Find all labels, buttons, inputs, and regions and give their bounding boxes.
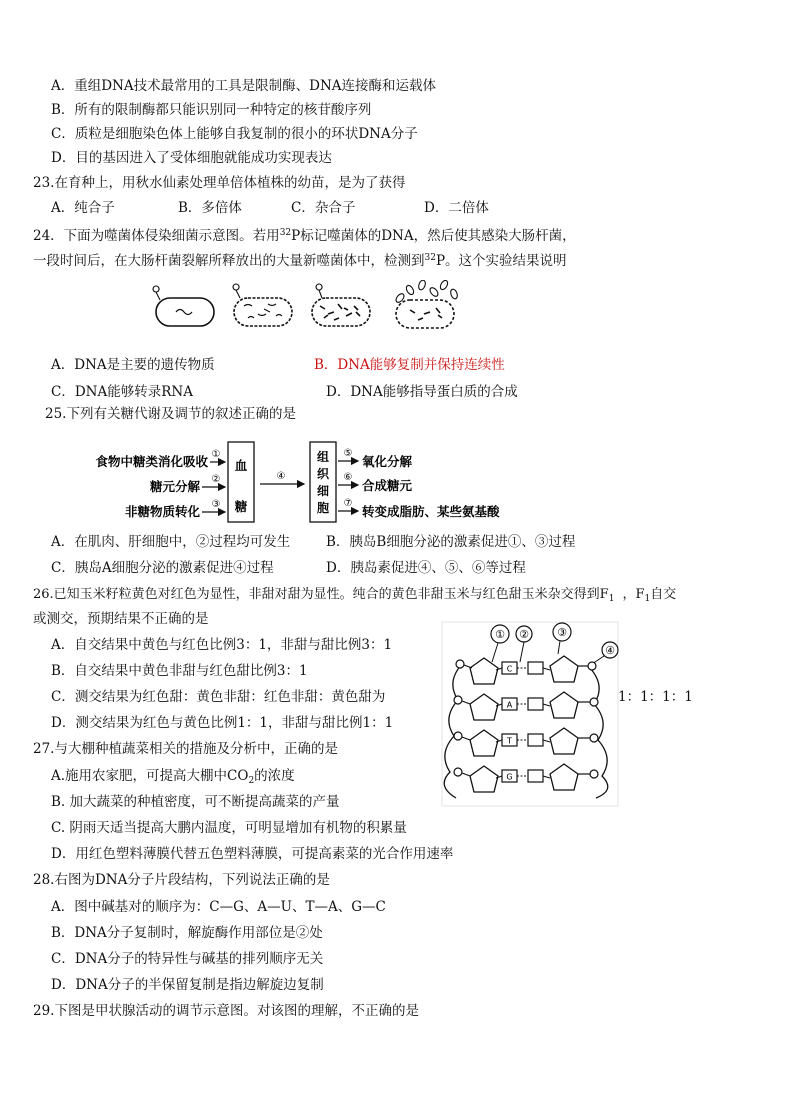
output-conversion: 转变成脂肪、某些氨基酸 xyxy=(362,504,500,519)
q25-option-c: C．胰岛A细胞分泌的激素促进④过程 xyxy=(51,560,274,576)
callout-2: ② xyxy=(519,628,529,641)
output-glycogenesis: 合成糖元 xyxy=(362,478,413,493)
tissue-char-1: 组 xyxy=(316,450,330,464)
base-2: A xyxy=(506,700,513,710)
base-4: G xyxy=(506,772,513,782)
q27-option-d: D．用红色塑料薄膜代替五色塑料薄膜，可提高素菜的光合作用速率 xyxy=(51,846,454,862)
base-3: T xyxy=(507,736,512,746)
q23-option-a: A．纯合子 xyxy=(51,200,115,216)
q22-option-c: C．质粒是细胞染色体上能够自我复制的很小的环状DNA分子 xyxy=(51,126,418,142)
q23-option-b: B．多倍体 xyxy=(178,200,242,216)
q23-stem: 23.在育种上，用秋水仙素处理单倍体植株的幼苗，是为了获得 xyxy=(33,175,406,191)
q24-option-d: D．DNA能够指导蛋白质的合成 xyxy=(326,384,518,400)
source-digestion: 食物中糖类消化吸收 xyxy=(95,454,208,469)
base-1: C xyxy=(506,664,513,674)
q26-option-c-ratio: 1：1：1：1 xyxy=(618,689,693,705)
q28-option-b: B．DNA分子复制时，解旋酶作用部位是②处 xyxy=(51,925,323,941)
phage-infection-diagram xyxy=(148,280,468,336)
q26-option-b: B．自交结果中黄色非甜与红色甜比例3：1 xyxy=(51,663,308,679)
label-4: ④ xyxy=(276,471,286,482)
q24-option-b-highlighted: B．DNA能够复制并保持连续性 xyxy=(314,357,505,373)
label-1: ① xyxy=(211,449,221,460)
q26-option-d: D．测交结果为红色与黄色比例1：1，非甜与甜比例1：1 xyxy=(51,715,394,731)
source-gluconeogenesis: 非糖物质转化 xyxy=(124,504,200,519)
tissue-char-4: 胞 xyxy=(316,501,330,515)
q26-option-c: C．测交结果为红色甜：黄色非甜：红色非甜：黄色甜为 xyxy=(51,689,386,705)
q25-option-d: D．胰岛素促进④、⑤、⑥等过程 xyxy=(326,560,526,576)
q25-option-b: B．胰岛B细胞分泌的激素促进①、③过程 xyxy=(326,534,576,550)
q29-stem: 29.下图是甲状腺活动的调节示意图。对该图的理解，不正确的是 xyxy=(33,1003,419,1019)
q24-option-c: C．DNA能够转录RNA xyxy=(51,384,193,400)
label-6: ⑥ xyxy=(343,472,353,483)
q22-option-d: D．目的基因进入了受体细胞就能成功实现表达 xyxy=(51,150,332,166)
callout-1: ① xyxy=(495,628,505,641)
q22-option-a: A．重组DNA技术最常用的工具是限制酶、DNA连接酶和运载体 xyxy=(51,78,437,94)
q28-option-c: C．DNA分子的特异性与碱基的排列顺序无关 xyxy=(51,951,324,967)
q28-option-d: D．DNA分子的半保留复制是指边解旋边复制 xyxy=(51,977,324,993)
q27-option-b: B. 加大蔬菜的种植密度，可不断提高蔬菜的产量 xyxy=(51,794,340,810)
q26-stem-line2: 或测交，预期结果不正确的是 xyxy=(33,611,209,627)
q24-stem-line1: 24．下面为噬菌体侵染细菌示意图。若用$^{32}$P标记噬菌体的DNA，然后使其感染大肠杆菌， xyxy=(33,228,576,244)
bacterium-stage-1 xyxy=(153,286,214,326)
q28-stem: 28.右图为DNA分子片段结构，下列说法正确的是 xyxy=(33,872,330,888)
source-glycogenolysis: 糖元分解 xyxy=(149,479,200,494)
q27-option-c: C. 阴雨天适当提高大鹏内温度，可明显增加有机物的积累量 xyxy=(51,820,407,836)
blood-char-1: 血 xyxy=(234,458,248,473)
output-oxidation: 氧化分解 xyxy=(362,454,413,469)
q27-stem: 27.与大棚种植蔬菜相关的措施及分析中，正确的是 xyxy=(33,741,338,757)
q22-option-b: B．所有的限制酶都只能识别同一种特定的核苷酸序列 xyxy=(51,102,372,118)
q24-stem-line2: 一段时间后，在大肠杆菌裂解所释放出的大量新噬菌体中，检测到$^{32}$P。这个实验结果说明 xyxy=(33,253,567,269)
q26-stem-line1: 26.已知玉米籽粒黄色对红色为显性，非甜对甜为显性。纯合的黄色非甜玉米与红色甜玉米杂交得到$F_1$ ，$F_1$自交 xyxy=(33,587,677,604)
tissue-char-2: 织 xyxy=(316,467,330,481)
glucose-metabolism-diagram xyxy=(60,437,530,527)
q23-option-c: C．杂合子 xyxy=(291,200,356,216)
bacterium-stage-2 xyxy=(233,284,292,326)
label-3: ③ xyxy=(211,499,221,510)
callout-4: ④ xyxy=(605,644,615,657)
label-2: ② xyxy=(211,474,221,485)
bacterium-stage-4-lysis xyxy=(394,280,458,328)
q27-option-a: A.施用农家肥，可提高大棚中$CO_2$的浓度 xyxy=(51,768,295,786)
bacterium-stage-3 xyxy=(312,284,370,326)
dna-structure-diagram xyxy=(440,620,620,808)
label-5: ⑤ xyxy=(343,448,353,459)
q25-option-a: A．在肌肉、肝细胞中，②过程均可发生 xyxy=(51,534,291,550)
q25-stem: 25.下列有关糖代谢及调节的叙述正确的是 xyxy=(45,406,296,422)
q28-option-a: A．图中碱基对的顺序为：C—G、A—U、T—A、G—C xyxy=(51,899,386,915)
label-7: ⑦ xyxy=(343,498,353,509)
blood-char-2: 糖 xyxy=(234,499,248,514)
callout-3: ③ xyxy=(557,626,567,639)
q26-option-a: A．自交结果中黄色与红色比例3：1，非甜与甜比例3：1 xyxy=(51,637,393,653)
q24-option-a: A．DNA是主要的遗传物质 xyxy=(51,357,215,373)
tissue-char-3: 细 xyxy=(316,484,330,498)
q23-option-d: D．二倍体 xyxy=(424,200,489,216)
